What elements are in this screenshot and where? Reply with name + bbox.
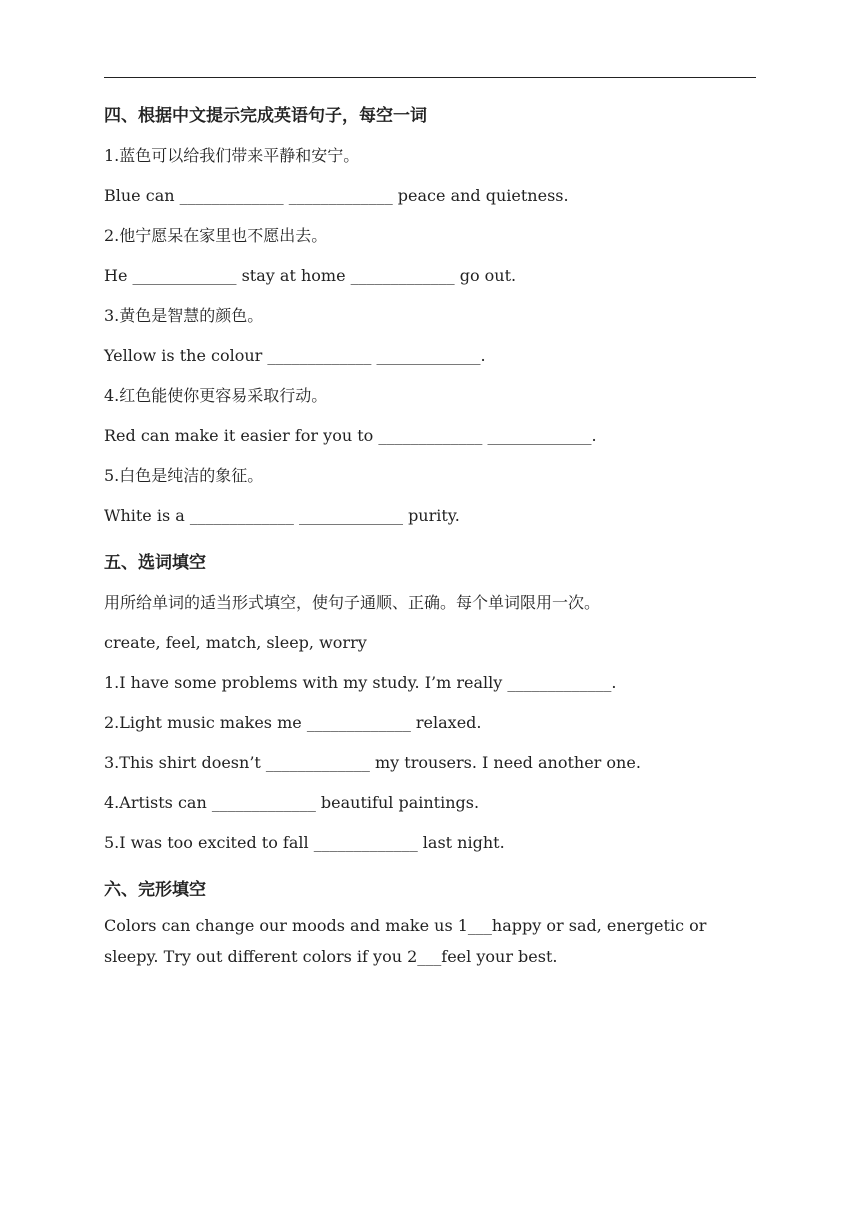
- s4-item-1-en: Blue can _____________ _____________ peace and quietness.: [104, 186, 569, 205]
- s4-item-5-cn: 5.白色是纯洁的象征。: [104, 466, 264, 485]
- section-5-heading: 五、选词填空: [104, 553, 206, 573]
- s4-item-4-cn: 4.红色能使你更容易采取行动。: [104, 386, 328, 405]
- worksheet-body: [104, 96, 764, 972]
- s4-item-1-cn: 1.蓝色可以给我们带来平静和安宁。: [104, 146, 360, 165]
- s5-word-bank: create, feel, match, sleep, worry: [104, 633, 367, 652]
- section-4-heading: 四、根据中文提示完成英语句子，每空一词: [104, 106, 427, 126]
- s4-item-2-cn: 2.他宁愿呆在家里也不愿出去。: [104, 226, 328, 245]
- header-rule: [104, 77, 756, 78]
- spacer: [104, 863, 764, 870]
- s4-item-4-en: Red can make it easier for you to _____________ _____________.: [104, 426, 597, 445]
- s5-instruction: 用所给单词的适当形式填空，使句子通顺、正确。每个单词限用一次。: [104, 593, 601, 612]
- s4-item-2-en: He _____________ stay at home _____________ go out.: [104, 266, 517, 285]
- s5-item-5: 5.I was too excited to fall _____________ last night.: [104, 833, 505, 852]
- section-6-heading: 六、完形填空: [104, 880, 206, 900]
- s5-item-4: 4.Artists can _____________ beautiful paintings.: [104, 793, 480, 812]
- s4-item-3-cn: 3.黄色是智慧的颜色。: [104, 306, 264, 325]
- spacer: [104, 536, 764, 543]
- s5-item-2: 2.Light music makes me _____________ relaxed.: [104, 713, 482, 732]
- s4-item-5-en: White is a _____________ _____________ purity.: [104, 506, 460, 525]
- s5-item-1: 1.I have some problems with my study. I’m really _____________.: [104, 673, 617, 692]
- s4-item-3-en: Yellow is the colour _____________ _____________.: [104, 346, 486, 365]
- s6-passage: Colors can change our moods and make us 1___happy or sad, energetic or sleepy. Try out different colors if you 2___feel your best.: [104, 916, 707, 966]
- s5-item-3: 3.This shirt doesn’t _____________ my trousers. I need another one.: [104, 753, 641, 772]
